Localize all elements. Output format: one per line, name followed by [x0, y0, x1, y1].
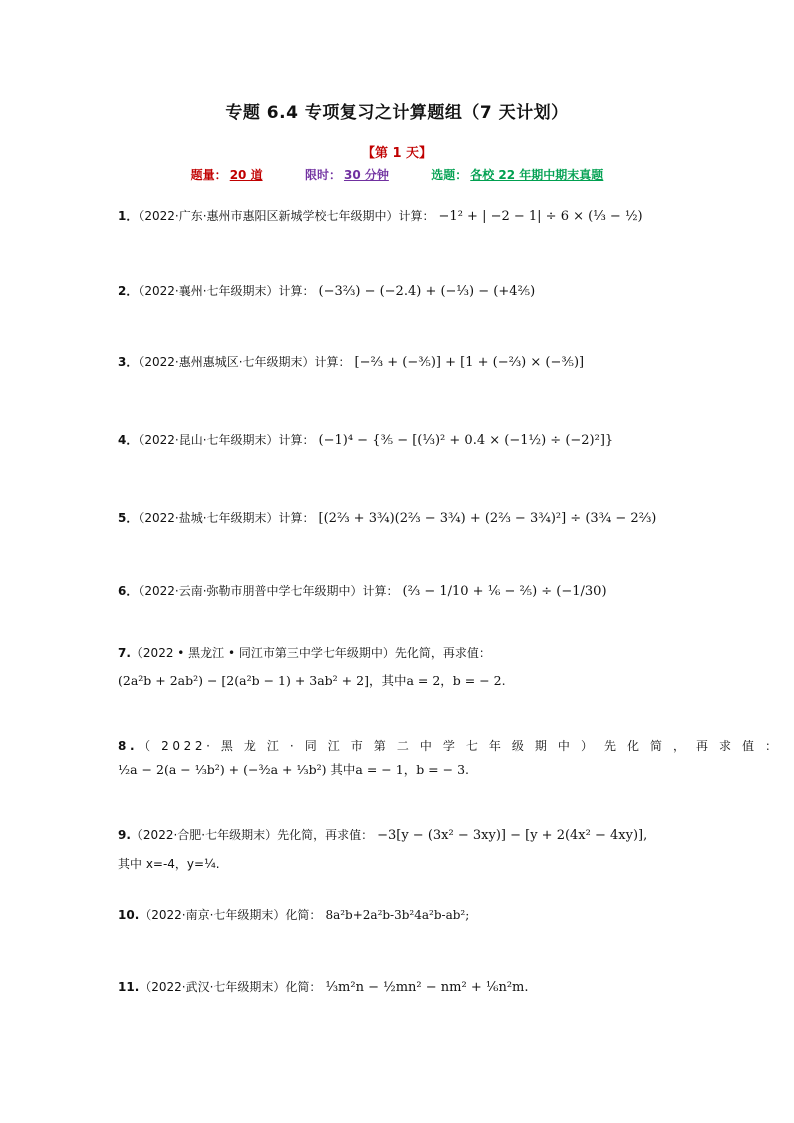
question-9-condition: 其中 x=-4，y=¼.: [118, 857, 220, 871]
day-label: 【第 1 天】: [361, 146, 433, 161]
count-value: 20 道: [229, 168, 263, 182]
question-source: （2022·襄州·七年级期末）计算：: [138, 284, 315, 298]
question-number: 6．: [118, 584, 139, 598]
question-formula: −3[y − (3x² − 3xy)] − [y + 2(4x² − 4xy)],: [377, 828, 648, 843]
question-7-expression: (2a²b + 2ab²) − [2(a²b − 1) + 3ab² + 2]，其中a = 2，b = − 2.: [118, 673, 506, 688]
question-3: [118, 353, 584, 370]
question-formula: (−3⅔) − (−2.4) + (−⅓) − (+4⅖): [318, 284, 536, 299]
source-value: 各校 22 年期中期末真题: [470, 168, 604, 182]
question-formula: [(2⅔ + 3¾)(2⅔ − 3¾) + (2⅔ − 3¾)²] ÷ (3¾ − 2⅔): [318, 511, 657, 526]
question-formula: [−⅔ + (−⅗)] + [1 + (−⅔) × (−⅗)]: [354, 355, 585, 370]
question-source: （ 2022· 黑 龙 江 · 同 江 市 第 二 中 学 七 年 级 期 中 ） 先 化 简 ， 再 求 值 ：: [138, 739, 781, 753]
question-source: （2022·云南·弥勒市朋普中学七年级期中）计算：: [138, 584, 399, 598]
question-formula: 8a²b+2a²b-3b²4a²b-ab²;: [325, 908, 470, 922]
source-label: 选题：: [431, 168, 468, 182]
question-7: [118, 644, 491, 661]
question-number: 11.: [118, 980, 140, 994]
question-8: [118, 737, 781, 754]
question-number: 2．: [118, 284, 139, 298]
question-source: （2022·惠州惠城区·七年级期末）计算：: [138, 355, 351, 369]
question-formula: −1² + | −2 − 1| ÷ 6 × (⅓ − ½): [438, 209, 643, 224]
question-5: [118, 509, 656, 526]
question-source: （2022·合肥·七年级期末）先化简，再求值：: [130, 828, 374, 842]
question-source: （2022·昆山·七年级期末）计算：: [138, 433, 315, 447]
document-title: 专题 6.4 专项复习之计算题组（7 天计划）: [225, 103, 569, 123]
question-10: [118, 906, 469, 923]
question-number: 5．: [118, 511, 139, 525]
question-source: （2022·盐城·七年级期末）计算：: [138, 511, 315, 525]
question-source: （2022 • 黑龙江 • 同江市第三中学七年级期中）先化简，再求值：: [130, 646, 491, 660]
question-number: 10.: [118, 908, 140, 922]
question-number: 4．: [118, 433, 139, 447]
question-number: 1．: [118, 209, 139, 223]
question-number: 8.: [118, 739, 139, 753]
meta-line: [0, 166, 794, 183]
question-formula: (⅔ − 1/10 + ⅙ − ⅖) ÷ (−1/30): [402, 584, 607, 599]
question-number: 7.: [118, 646, 131, 660]
time-value: 30 分钟: [343, 168, 389, 182]
question-formula: (−1)⁴ − {⅗ − [(⅓)² + 0.4 × (−1½) ÷ (−2)²]}: [318, 433, 614, 448]
question-1: [118, 207, 643, 224]
question-11: [118, 978, 529, 995]
question-8-expression: ½a − 2(a − ⅓b²) + (−³⁄₂a + ⅓b²) 其中a = − 1，b = − 3.: [118, 762, 469, 777]
question-source: （2022·广东·惠州市惠阳区新城学校七年级期中）计算：: [138, 209, 435, 223]
question-2: [118, 282, 535, 299]
question-number: 3．: [118, 355, 139, 369]
count-label: 题量：: [190, 168, 227, 182]
question-4: [118, 431, 613, 448]
question-formula: ⅓m²n − ½mn² − nm² + ⅙n²m.: [325, 980, 529, 995]
question-9: [118, 826, 647, 843]
question-number: 9.: [118, 828, 131, 842]
question-source: （2022·南京·七年级期末）化简：: [139, 908, 322, 922]
time-label: 限时：: [304, 168, 341, 182]
question-source: （2022·武汉·七年级期末）化简：: [139, 980, 322, 994]
question-6: [118, 582, 607, 599]
